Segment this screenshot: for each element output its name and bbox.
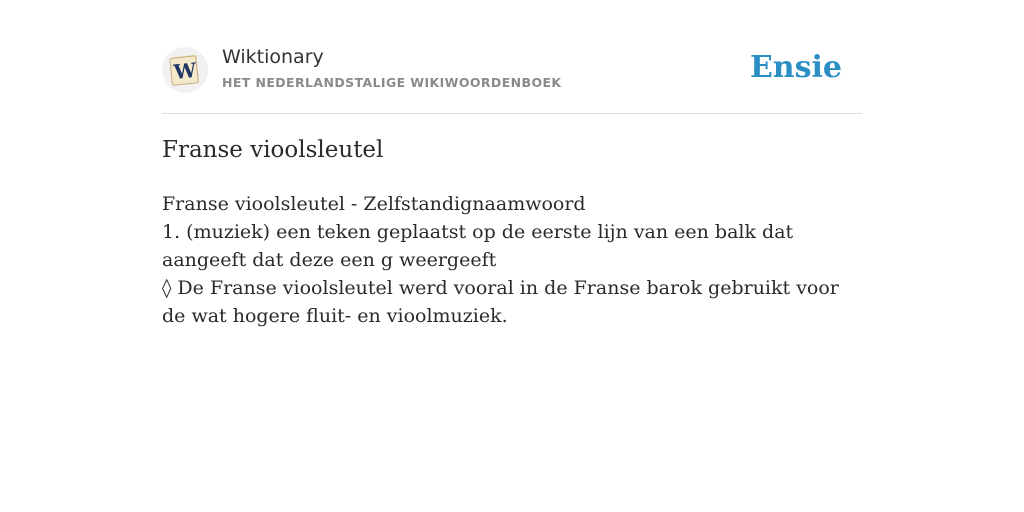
ensie-brand-link[interactable]: Ensie bbox=[749, 50, 842, 85]
entry-heading-line: Franse vioolsleutel - Zelfstandignaamwoord bbox=[162, 193, 586, 215]
entry-definition: 1. (muziek) een teken geplaatst op de eerste lijn van een balk dat aangeeft dat deze een g weergeeft bbox=[162, 221, 794, 271]
site-name[interactable]: Wiktionary bbox=[222, 46, 324, 68]
site-tagline: HET NEDERLANDSTALIGE WIKIWOORDENBOEK bbox=[222, 75, 562, 90]
page bbox=[162, 0, 862, 327]
svg-text:W: W bbox=[172, 57, 198, 85]
site-header bbox=[162, 0, 862, 114]
entry-body bbox=[162, 190, 852, 330]
wiktionary-logo-icon[interactable] bbox=[162, 47, 208, 93]
page-title: Franse vioolsleutel bbox=[162, 137, 384, 163]
entry-example: ◊ De Franse vioolsleutel werd vooral in de Franse barok gebruikt voor de wat hogere fluit- en vioolmuziek. bbox=[162, 277, 839, 327]
